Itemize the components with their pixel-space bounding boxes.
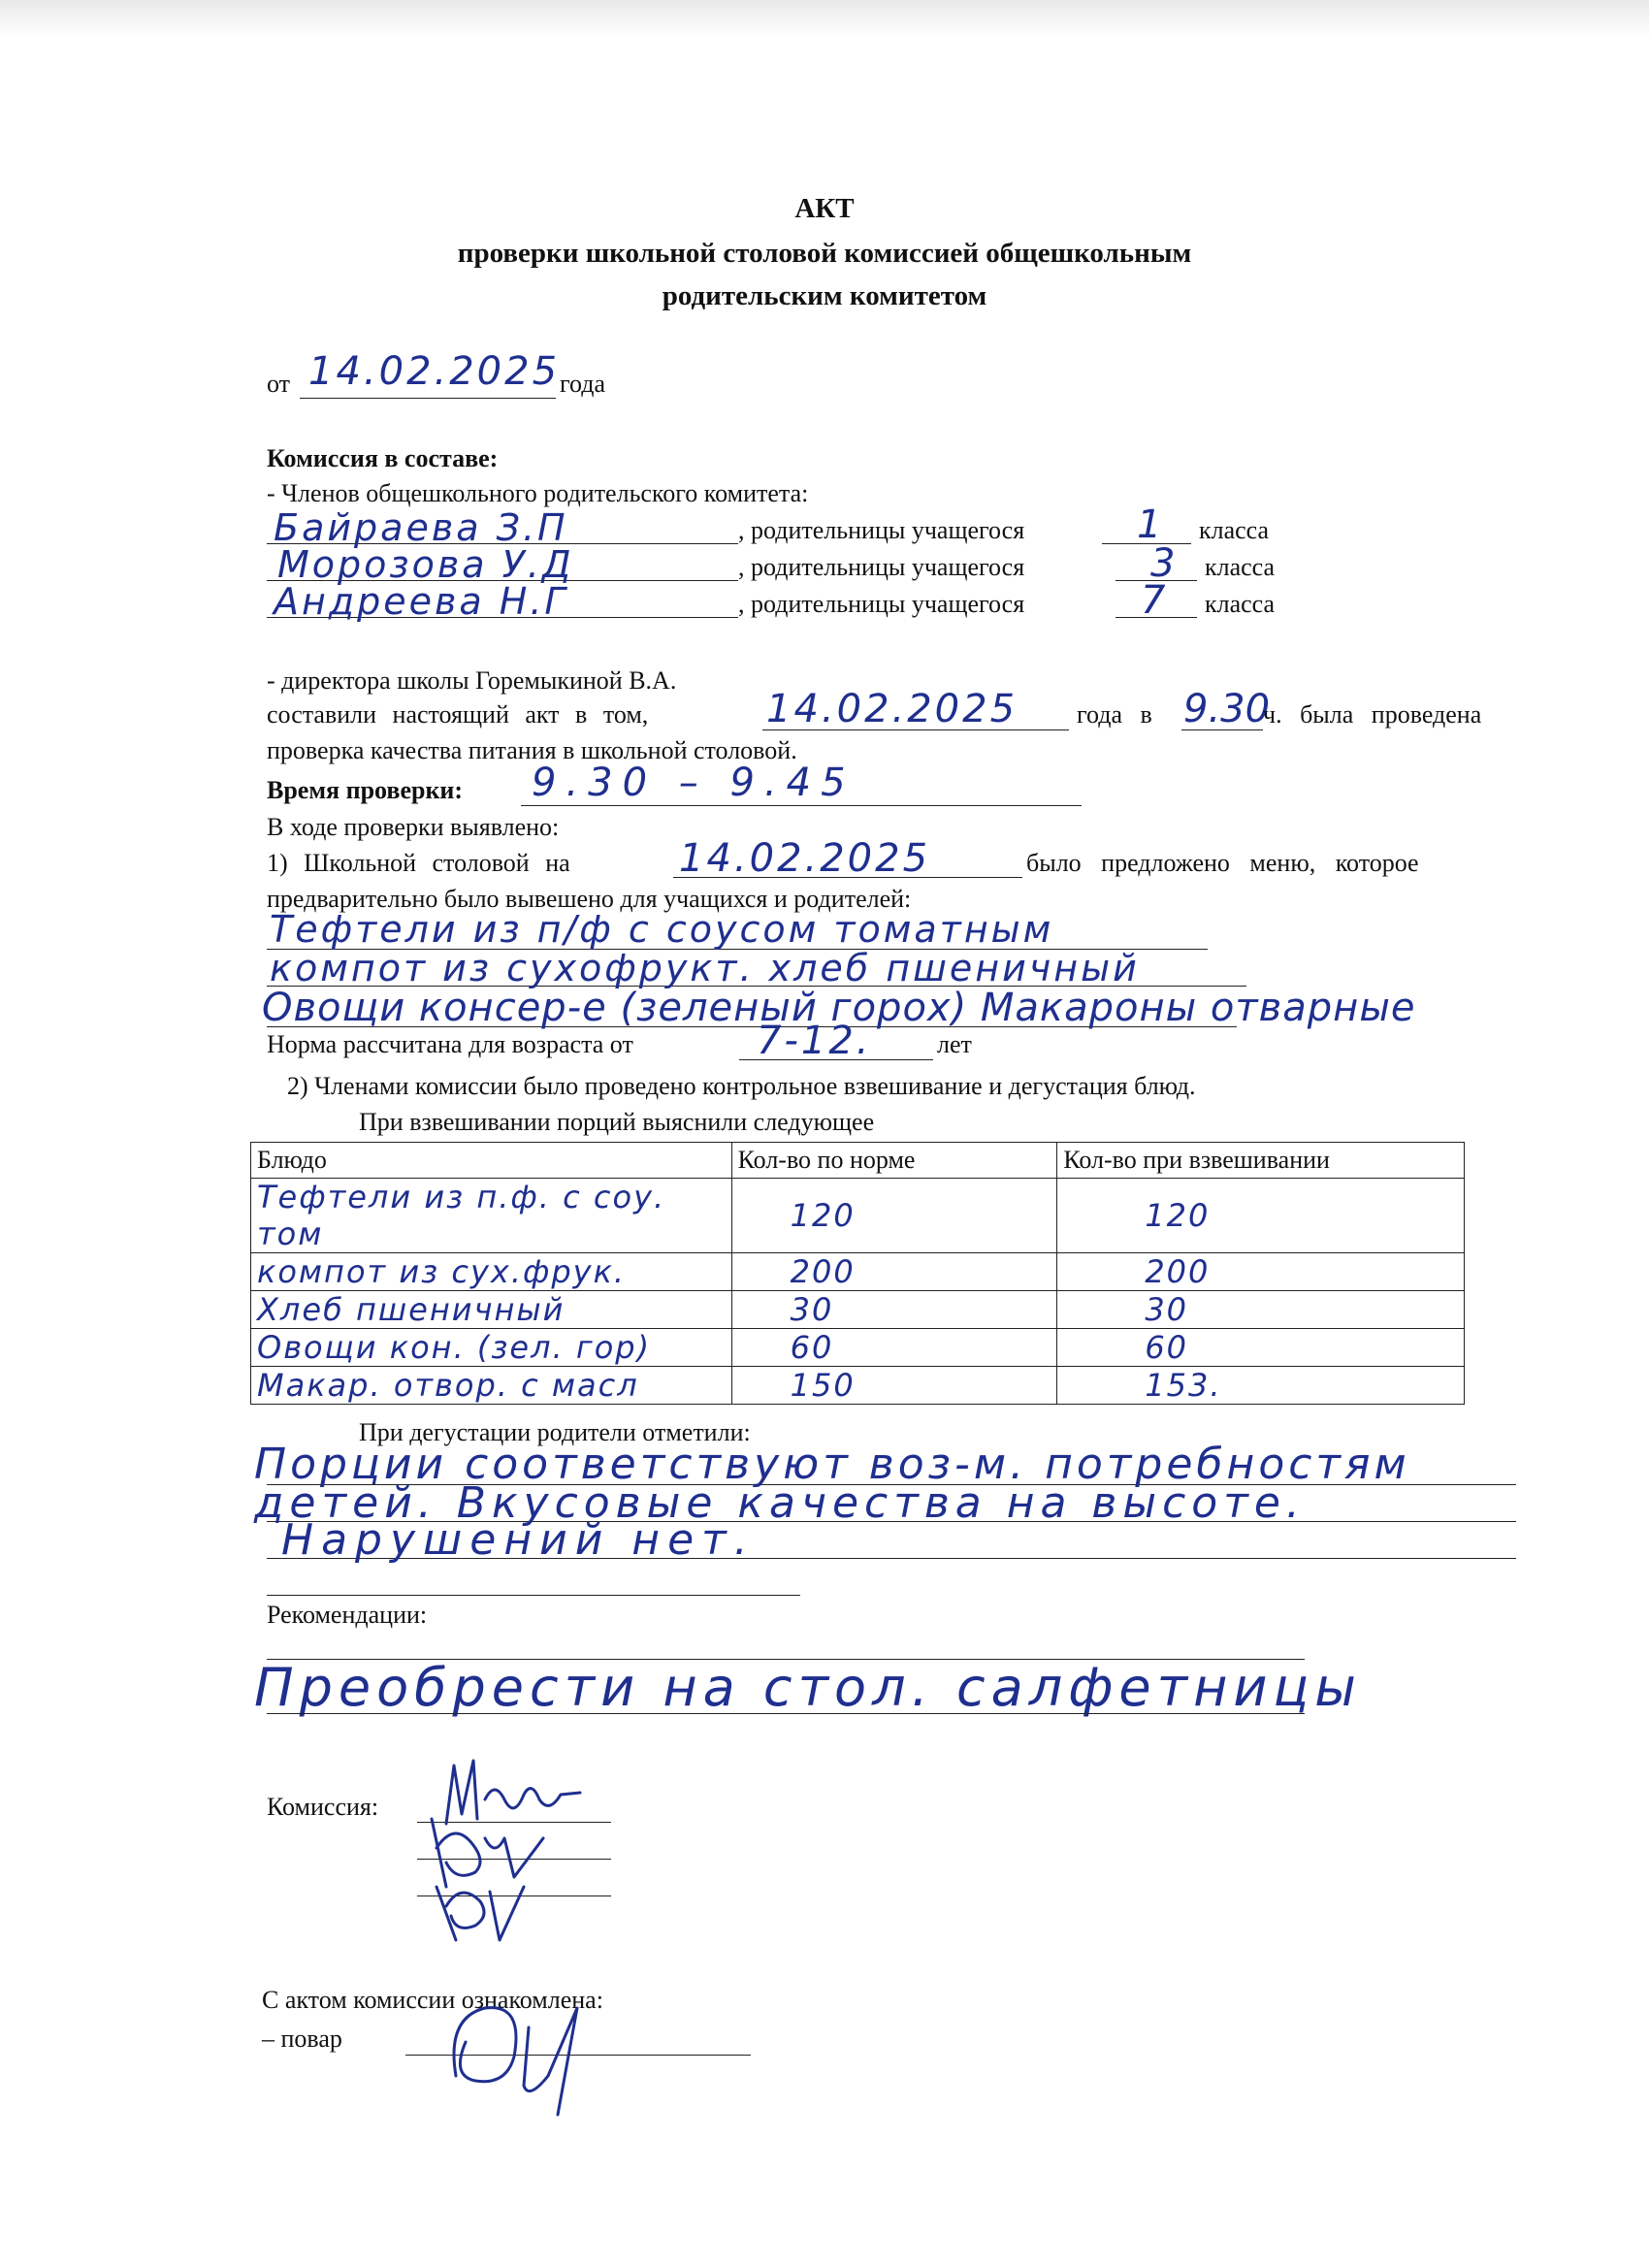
table-cell-dish: Хлеб пшеничный — [251, 1291, 732, 1329]
menu-statement-date: 14.02.2025 — [679, 836, 931, 881]
menu-item-3: Овощи консер-е (зеленый горох) Макароны отварные — [262, 986, 1416, 1030]
member-1-role: , родительницы учащегося — [738, 516, 1025, 544]
member-3-name: Андреева Н.Г — [274, 580, 568, 623]
table-cell-norm: 60 — [731, 1329, 1057, 1367]
member-2-role: , родительницы учащегося — [738, 553, 1025, 581]
menu-item-2: компот из сухофрукт. хлеб пшеничный — [270, 947, 1140, 989]
act-statement-part2: года в — [1077, 700, 1152, 729]
inspection-time-label: Время проверки: — [267, 776, 464, 804]
table-cell-dish: Тефтели из п.ф. с соу. том — [251, 1179, 732, 1253]
director-line: - директора школы Горемыкиной В.А. — [267, 666, 677, 695]
table-row — [251, 1253, 1465, 1291]
member-2-name: Морозова У.Д — [277, 543, 574, 586]
recommendations-line-2 — [267, 1713, 1305, 1714]
commission-heading: Комиссия в составе: — [267, 444, 499, 472]
member-3-class: 7 — [1141, 578, 1169, 623]
table-cell-norm: 200 — [731, 1253, 1057, 1291]
norm-suffix: лет — [937, 1030, 972, 1058]
member-2-class-word: класса — [1205, 553, 1276, 581]
norm-prefix: Норма рассчитана для возраста от — [267, 1030, 633, 1058]
tasting-text-1: Порции соответствуют воз-м. потребностям — [254, 1440, 1410, 1489]
commission-members-intro: - Членов общешкольного родительского комитета: — [267, 479, 809, 507]
table-cell-norm: 30 — [731, 1291, 1057, 1329]
recommendations-text: Преобрести на стол. салфетницы — [254, 1657, 1362, 1718]
tasting-label: При дегустации родители отметили: — [359, 1418, 751, 1446]
menu-statement-part2: было предложено меню, которое — [1026, 849, 1419, 877]
table-cell-norm: 150 — [731, 1367, 1057, 1405]
act-statement-line2: проверка качества питания в школьной столовой. — [267, 736, 797, 764]
tasting-line-4 — [267, 1595, 800, 1596]
commission-signature-3 — [417, 1872, 611, 1960]
table-row — [251, 1329, 1465, 1367]
date-underline — [300, 398, 556, 399]
weighing-statement: 2) Членами комиссии было проведено контрольное взвешивание и дегустация блюд. — [287, 1072, 1196, 1100]
document-title: АКТ — [794, 193, 855, 224]
weighing-table — [250, 1142, 1465, 1405]
member-3-role: , родительницы учащегося — [738, 590, 1025, 618]
menu-item-1: Тефтели из п/ф с соусом томатным — [270, 908, 1054, 951]
table-header-dish: Блюдо — [251, 1143, 732, 1179]
menu-statement-line2: предварительно было вывешено для учащихся и родителей: — [267, 885, 912, 913]
recommendations-label: Рекомендации: — [267, 1601, 428, 1629]
weighing-intro: При взвешивании порций выяснили следующее — [359, 1108, 875, 1136]
menu-statement-part1: 1) Школьной столовой на — [267, 849, 570, 877]
table-cell-dish: Овощи кон. (зел. гор) — [251, 1329, 732, 1367]
table-row — [251, 1367, 1465, 1405]
tasting-text-3: Нарушений нет. — [281, 1515, 756, 1565]
table-row — [251, 1291, 1465, 1329]
acknowledgement-line2: – повар — [262, 2025, 342, 2053]
table-cell-weighed: 120 — [1057, 1179, 1465, 1253]
cook-signature — [427, 1969, 698, 2124]
table-cell-weighed: 153. — [1057, 1367, 1465, 1405]
act-statement-time: 9.30 — [1183, 687, 1271, 731]
act-statement-part1: составили настоящий акт в том, — [267, 700, 649, 729]
table-header-weighed: Кол-во при взвешивании — [1057, 1143, 1465, 1179]
table-header-row — [251, 1143, 1465, 1179]
member-1-class-word: класса — [1199, 516, 1270, 544]
scan-top-shadow — [0, 0, 1649, 39]
act-statement-date: 14.02.2025 — [766, 687, 1018, 731]
findings-intro: В ходе проверки выявлено: — [267, 813, 560, 841]
table-cell-dish: Макар. отвор. с масл — [251, 1367, 732, 1405]
table-cell-weighed: 200 — [1057, 1253, 1465, 1291]
inspection-time-line — [521, 805, 1082, 806]
date-handwritten: 14.02.2025 — [308, 349, 561, 394]
document-subtitle-line-1: проверки школьной столовой комиссией общешкольным — [457, 238, 1192, 269]
table-cell-weighed: 60 — [1057, 1329, 1465, 1367]
table-cell-weighed: 30 — [1057, 1291, 1465, 1329]
commission-signatures-label: Комиссия: — [267, 1793, 379, 1821]
date-suffix: года — [560, 370, 606, 398]
member-1-class: 1 — [1137, 502, 1165, 547]
date-prefix: от — [267, 370, 291, 398]
member-2-class: 3 — [1150, 541, 1179, 586]
document-subtitle-line-2: родительским комитетом — [662, 280, 987, 311]
acknowledgement-line1: С актом комиссии ознакомлена: — [262, 1986, 603, 2014]
table-header-norm: Кол-во по норме — [731, 1143, 1057, 1179]
table-cell-norm: 120 — [731, 1179, 1057, 1253]
member-3-class-word: класса — [1205, 590, 1276, 618]
norm-value: 7-12. — [757, 1019, 872, 1063]
inspection-time-value: 9.30 – 9.45 — [532, 761, 856, 805]
table-cell-dish: компот из сух.фрук. — [251, 1253, 732, 1291]
member-1-name: Байраева З.П — [274, 506, 568, 549]
tasting-text-2: детей. Вкусовые качества на высоте. — [254, 1478, 1306, 1528]
act-statement-part3: ч. была проведена — [1263, 700, 1482, 729]
table-row — [251, 1179, 1465, 1253]
